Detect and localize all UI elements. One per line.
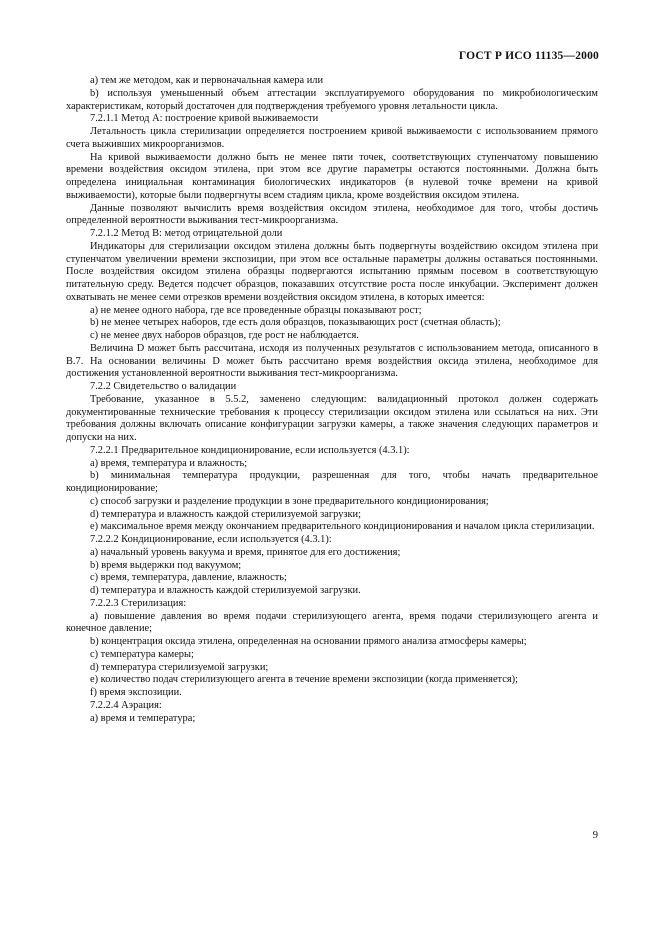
paragraph: На кривой выживаемости должно быть не менее пяти точек, соответствующих ступенчатому повышению времени воздействия оксидом этилена, при этом все другие параметры остаются постоянными. Должна быть определена инициальная контаминация биологических индикаторов (в нулевой точке времени на кривой выживаемости), которые были подвергнуты всем стадиям цикла, кроме воздействия оксидом этилена.	[66, 151, 598, 201]
paragraph: b) время выдержки под вакуумом;	[90, 559, 242, 571]
paragraph: d) температура и влажность каждой стерилизуемой загрузки;	[90, 508, 362, 520]
paragraph: a) начальный уровень вакуума и время, принятое для его достижения;	[90, 546, 401, 558]
paragraph: Требование, указанное в 5.5.2, заменено следующим: валидационный протокол должен содержать документированные технические требования к процессу стерилизации оксидом этилена или ссылаться на них. Эти требования должны включать описание конфигурации загрузки камеры, а также значения следующих параметров и допуски на них.	[66, 393, 598, 443]
paragraph: c) температура камеры;	[90, 648, 194, 660]
standard-header: ГОСТ Р ИСО 11135—2000	[458, 50, 599, 62]
paragraph: e) количество подач стерилизующего агента в течение времени экспозиции (когда применяется);	[90, 674, 518, 686]
paragraph: b) не менее четырех наборов, где есть доля образцов, показывающих рост (счетная область);	[90, 317, 501, 329]
paragraph: a) время и температура;	[90, 712, 196, 724]
paragraph: 7.2.1.2 Метод В: метод отрицательной доли	[90, 228, 283, 239]
paragraph: d) температура стерилизуемой загрузки;	[90, 661, 269, 673]
paragraph: a) повышение давления во время подачи стерилизующего агента, время подачи стерилизующего агента и конечное давление;	[66, 610, 598, 635]
paragraph: a) тем же методом, как и первоначальная камера или	[90, 75, 324, 86]
paragraph: Данные позволяют вычислить время воздействия оксидом этилена, необходимое для того, чтобы достичь определенной вероятности выживания тест-микроорганизма.	[66, 202, 598, 227]
paragraph: c) время, температура, давление, влажность;	[90, 572, 287, 584]
document-body	[66, 75, 598, 725]
paragraph: e) максимальное время между окончанием предварительного кондиционирования и началом цикла стерилизации.	[90, 521, 595, 533]
paragraph: 7.2.2.2 Кондиционирование, если используется (4.3.1):	[90, 534, 332, 545]
paragraph: 7.2.2.4 Аэрация:	[90, 699, 162, 711]
paragraph: f) время экспозиции.	[90, 687, 182, 698]
paragraph: d) температура и влажность каждой стерилизуемой загрузки.	[90, 585, 361, 596]
paragraph: c) способ загрузки и разделение продукции в зоне предварительного кондиционирования;	[90, 495, 489, 507]
paragraph: c) не менее двух наборов образцов, где рост не наблюдается.	[90, 330, 359, 341]
paragraph: Индикаторы для стерилизации оксидом этилена должны быть подвергнуты воздействию оксидом этилена при ступенчатом увеличении времени экспозиции, при этом все остальные параметры должны оставаться постоянными. После воздействия оксидом этилена образцы подвергаются испытанию прямым посевом в соответствующую питательную среду. Ведется подсчет образцов, показавших отсутствие роста после инкубации. Эксперимент должен охватывать не менее семи отрезков времени воздействия оксидом этилена, в которых имеется:	[66, 240, 598, 303]
paragraph: 7.2.2.1 Предварительное кондиционирование, если используется (4.3.1):	[90, 444, 410, 456]
paragraph: Летальность цикла стерилизации определяется построением кривой выживаемости с использованием прямого счета выживших микроорганизмов.	[66, 126, 598, 150]
paragraph: b) минимальная температура продукции, разрешенная для того, чтобы начать предварительное кондиционирование;	[66, 470, 598, 494]
paragraph: a) время, температура и влажность;	[90, 457, 248, 469]
paragraph: 7.2.2.3 Стерилизация:	[90, 597, 187, 609]
paragraph: Величина D может быть рассчитана, исходя из полученных результатов с использованием метода, описанного в В.7. На основании величины D может быть рассчитано время воздействия оксида этилена, необходимое для достижения установленной вероятности выживания тест-микроорганизма.	[66, 342, 598, 380]
paragraph: 7.2.1.1 Метод А: построение кривой выживаемости	[90, 113, 319, 125]
paragraph: 7.2.2 Свидетельство о валидации	[90, 381, 237, 392]
paragraph: b) концентрация оксида этилена, определенная на основании прямого анализа атмосферы камеры;	[90, 636, 527, 647]
page-number: 9	[592, 830, 598, 841]
paragraph: a) не менее одного набора, где все проведенные образцы показывают рост;	[90, 304, 422, 316]
paragraph: b) используя уменьшенный объем аттестации эксплуатируемого оборудования по микробиологическим характеристикам, который достаточен для подтверждения требуемого уровня летальности цикла.	[66, 87, 598, 112]
